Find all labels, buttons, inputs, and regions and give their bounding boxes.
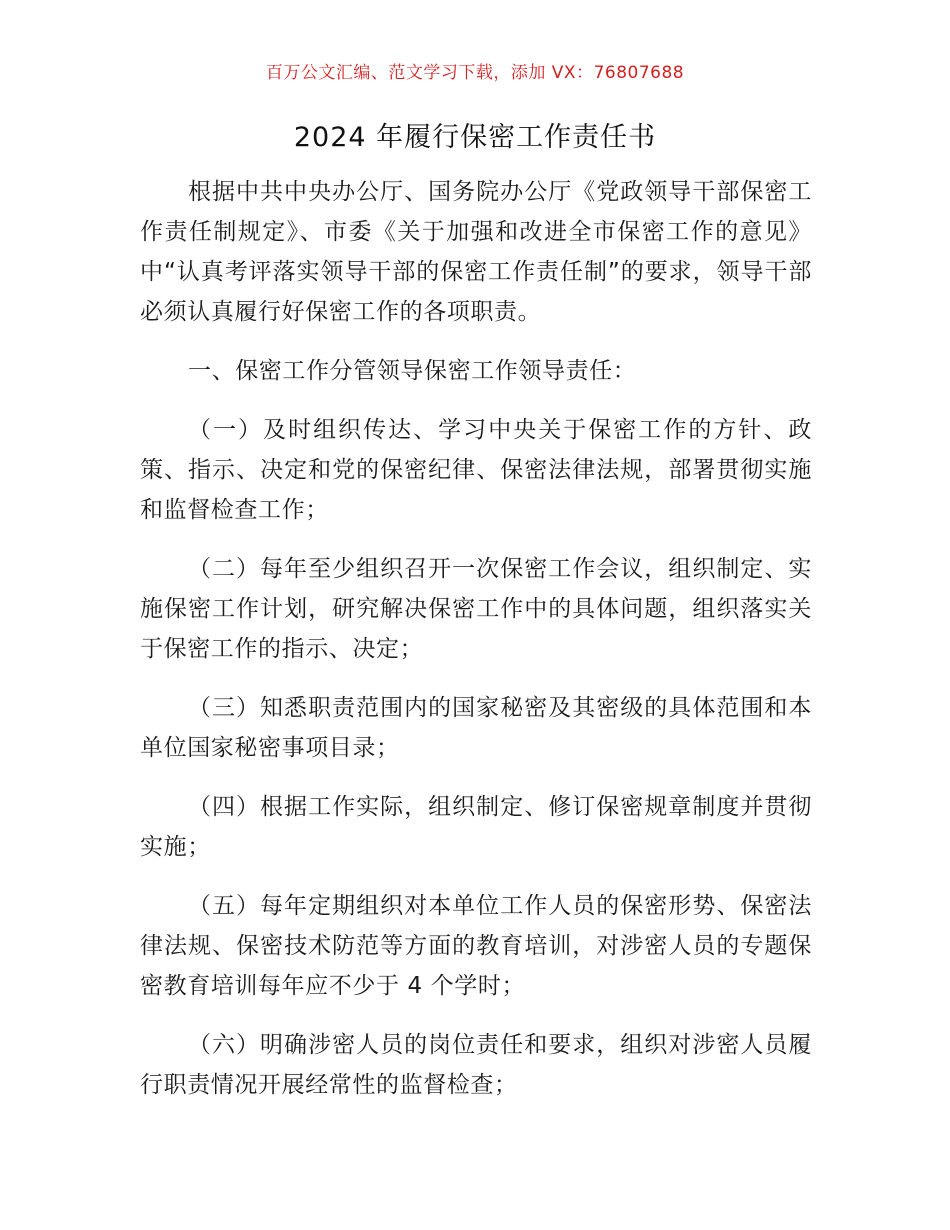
header-notice: 百万公文汇编、范文学习下载，添加 VX：76807688 xyxy=(265,63,685,83)
list-item-3: （三）知悉职责范围内的国家秘密及其密级的具体范围和本单位国家秘密事项目录； xyxy=(140,695,812,761)
list-item-2: （二）每年至少组织召开一次保密工作会议，组织制定、实施保密工作计划，研究解决保密工作中的具体问题，组织落实关于保密工作的指示、决定； xyxy=(140,556,812,662)
document-body xyxy=(140,172,812,1124)
list-item-6: （六）明确涉密人员的岗位责任和要求，组织对涉密人员履行职责情况开展经常性的监督检查； xyxy=(140,1032,812,1098)
list-item-1: （一）及时组织传达、学习中央关于保密工作的方针、政策、指示、决定和党的保密纪律、保密法律法规，部署贯彻实施和监督检查工作； xyxy=(140,417,812,523)
document-title: 2024 年履行保密工作责任书 xyxy=(293,122,657,153)
paragraph-intro: 根据中共中央办公厅、国务院办公厅《党政领导干部保密工作责任制规定》、市委《关于加强和改进全市保密工作的意见》中“认真考评落实领导干部的保密工作责任制”的要求，领导干部必须认真履行好保密工作的各项职责。 xyxy=(140,179,812,325)
list-item-5: （五）每年定期组织对本单位工作人员的保密形势、保密法律法规、保密技术防范等方面的教育培训，对涉密人员的专题保密教育培训每年应不少于 4 个学时； xyxy=(140,893,812,999)
list-item-4: （四）根据工作实际，组织制定、修订保密规章制度并贯彻实施； xyxy=(140,794,812,860)
section-heading-1: 一、保密工作分管领导保密工作领导责任： xyxy=(188,358,637,384)
